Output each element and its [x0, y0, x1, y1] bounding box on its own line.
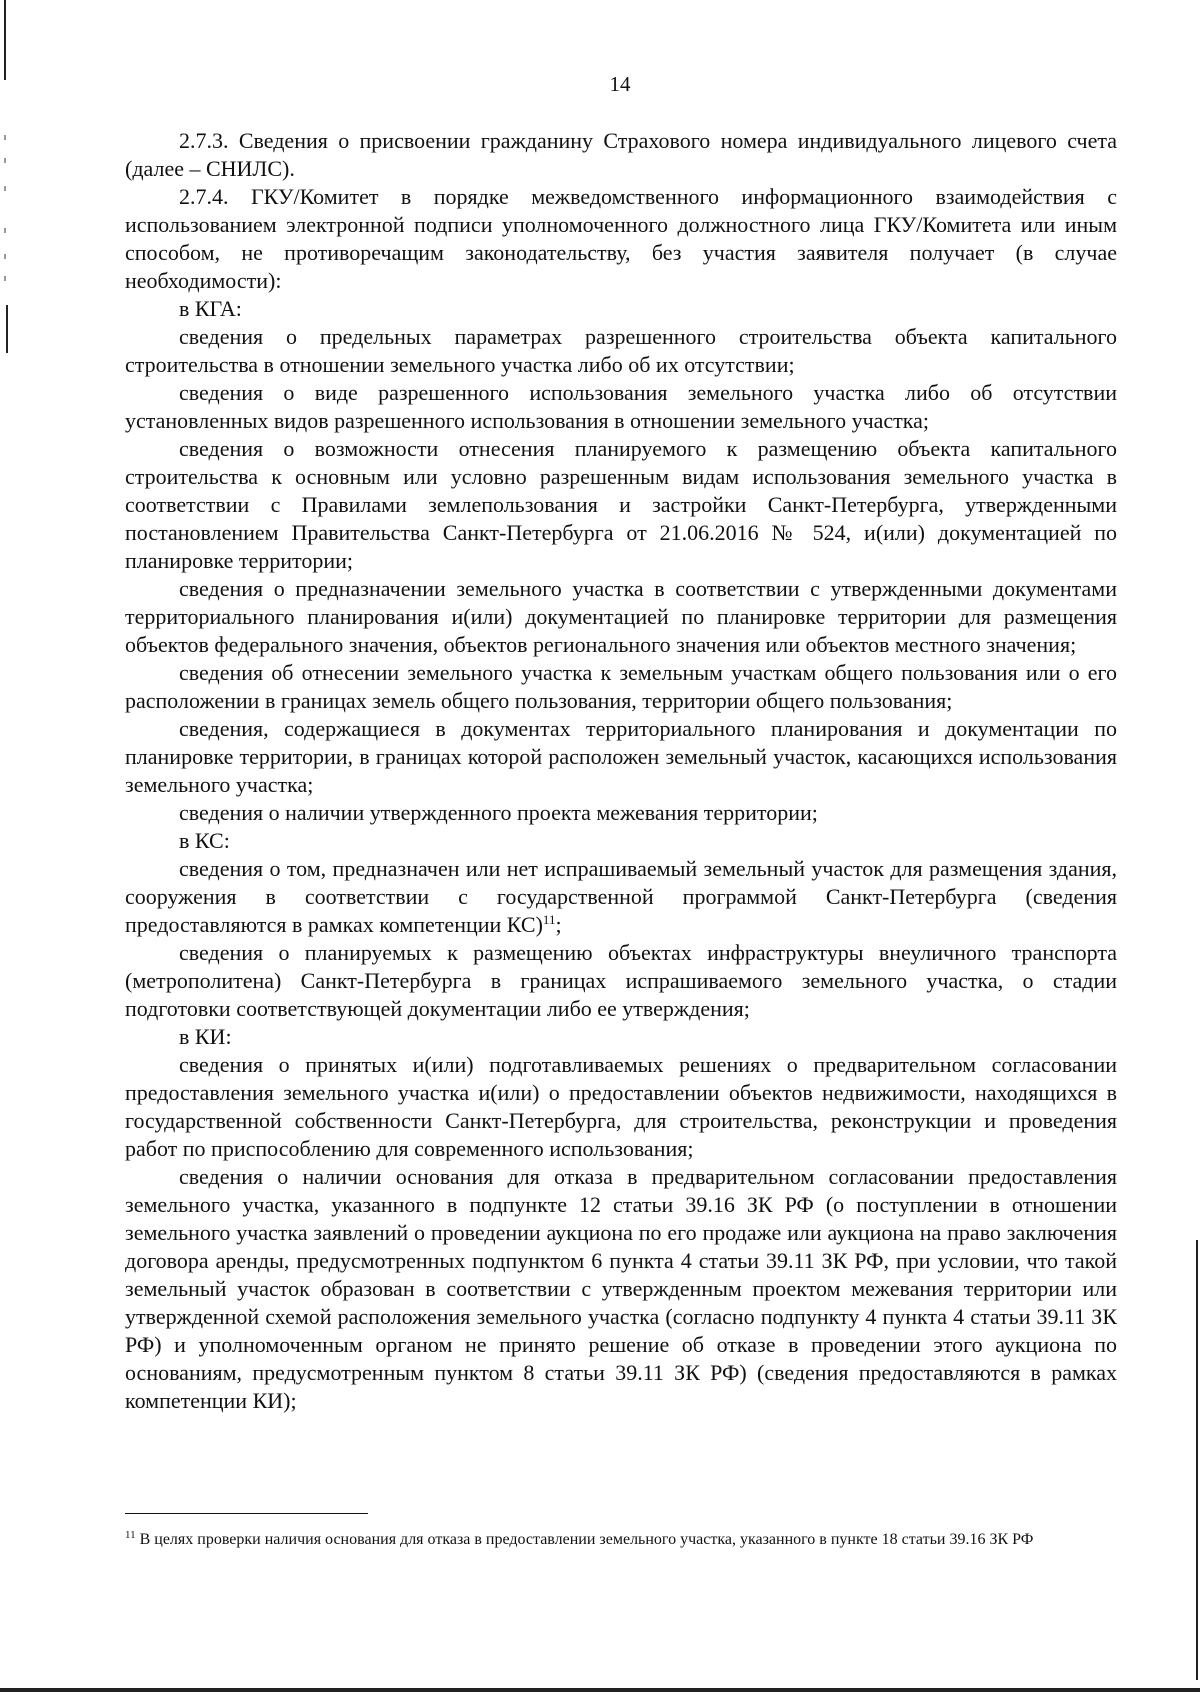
section-label-ki: в КИ: — [179, 1024, 232, 1049]
scan-edge-mark — [4, 0, 6, 80]
document-body — [125, 127, 1117, 1415]
scan-edge-mark — [6, 305, 8, 353]
paragraph: сведения о предельных параметрах разрешенного строительства объекта капитального строительства в отношении земельного участка либо об их отсутствии; — [125, 324, 1117, 377]
paragraph: сведения, содержащиеся в документах территориального планирования и документации по планировке территории, в границах которой расположен земельный участок, касающихся использования земельного участка; — [125, 716, 1117, 797]
paragraph: сведения о наличии утвержденного проекта межевания территории; — [179, 800, 818, 825]
footnote-marker: 11 — [125, 1529, 136, 1541]
page-number: 14 — [609, 72, 631, 96]
paragraph: сведения о планируемых к размещению объектах инфраструктуры внеуличного транспорта (метрополитена) Санкт-Петербурга в границах испрашиваемого земельного участка, о стадии подготовки соответствующей документации либо ее утверждения; — [125, 940, 1117, 1021]
footnote-separator — [125, 1513, 368, 1514]
paragraph: сведения о предназначении земельного участка в соответствии с утвержденными документами территориального планирования и(или) документацией по планировке территории для размещения объектов федерального значения, объектов регионального значения или объектов местного значения; — [125, 576, 1117, 657]
paragraph: сведения о виде разрешенного использования земельного участка либо об отсутствии установленных видов разрешенного использования в отношении земельного участка; — [125, 380, 1117, 433]
paragraph: сведения о наличии основания для отказа в предварительном согласовании предоставления земельного участка, указанного в подпункте 12 статьи 39.16 ЗК РФ (о поступлении в отношении земельного участка заявлений о проведении аукциона по его продаже или аукциона на право заключения договора аренды, предусмотренных подпунктом 6 пункта 4 статьи 39.11 ЗК РФ, при условии, что такой земельный участок образован в соответствии с утвержденным проектом межевания территории или утвержденной схемой расположения земельного участка (согласно подпункту 4 пункта 4 статьи 39.11 ЗК РФ) и уполномоченным органом не принято решение об отказе в проведении этого аукциона по основаниям, предусмотренным пунктом 8 статьи 39.11 ЗК РФ) (сведения предоставляются в рамках компетенции КИ); — [125, 1164, 1117, 1413]
scan-dot — [4, 254, 6, 259]
paragraph-text: сведения о том, предназначен или нет испрашиваемый земельный участок для размещения здания, сооружения в соответствии с государственной программой Санкт-Петербурга (сведения предоставляются в рамках компетенции КС) — [125, 856, 1117, 937]
footnote-text: В целях проверки наличия основания для отказа в предоставлении земельного участка, указанного в пункте 18 статьи 39.16 ЗК РФ — [139, 1531, 1034, 1548]
section-label-kga: в КГА: — [179, 296, 242, 321]
scan-dot — [4, 228, 6, 233]
scan-dot — [4, 186, 6, 191]
paragraph-end: ; — [555, 912, 562, 937]
footnote-reference: 11 — [542, 912, 556, 927]
scan-dot — [4, 135, 6, 140]
paragraph: сведения о возможности отнесения планируемого к размещению объекта капитального строительства к основным или условно разрешенным видам использования земельного участка в соответствии с Правилами землепользования и застройки Санкт-Петербурга, утвержденными постановлением Правительства Санкт-Петербурга от 21.06.2016 № 524, и(или) документацией по планировке территории; — [125, 436, 1117, 573]
footnote — [125, 1529, 1117, 1550]
paragraph: сведения об отнесении земельного участка к земельным участкам общего пользования или о его расположении в границах земель общего пользования, территории общего пользования; — [125, 660, 1117, 713]
scan-dot — [4, 158, 6, 163]
scan-dot — [4, 276, 6, 281]
paragraph-with-footnote — [125, 855, 1117, 939]
paragraph: 2.7.4. ГКУ/Комитет в порядке межведомственного информационного взаимодействия с использованием электронной подписи уполномоченного должностного лица ГКУ/Комитета или иным способом, не противоречащим законодательству, без участия заявителя получает (в случае необходимости): — [125, 184, 1117, 293]
scan-edge-mark — [1196, 1240, 1198, 1680]
paragraph: сведения о принятых и(или) подготавливаемых решениях о предварительном согласовании предоставления земельного участка и(или) о предоставлении объектов недвижимости, находящихся в государственной собственности Санкт-Петербурга, для строительства, реконструкции и проведения работ по приспособлению для современного использования; — [125, 1052, 1117, 1161]
scan-edge-mark — [0, 1688, 1200, 1692]
section-label-ks: в КС: — [179, 828, 230, 853]
paragraph: 2.7.3. Сведения о присвоении гражданину Страхового номера индивидуального лицевого счета (далее – СНИЛС). — [125, 128, 1117, 181]
